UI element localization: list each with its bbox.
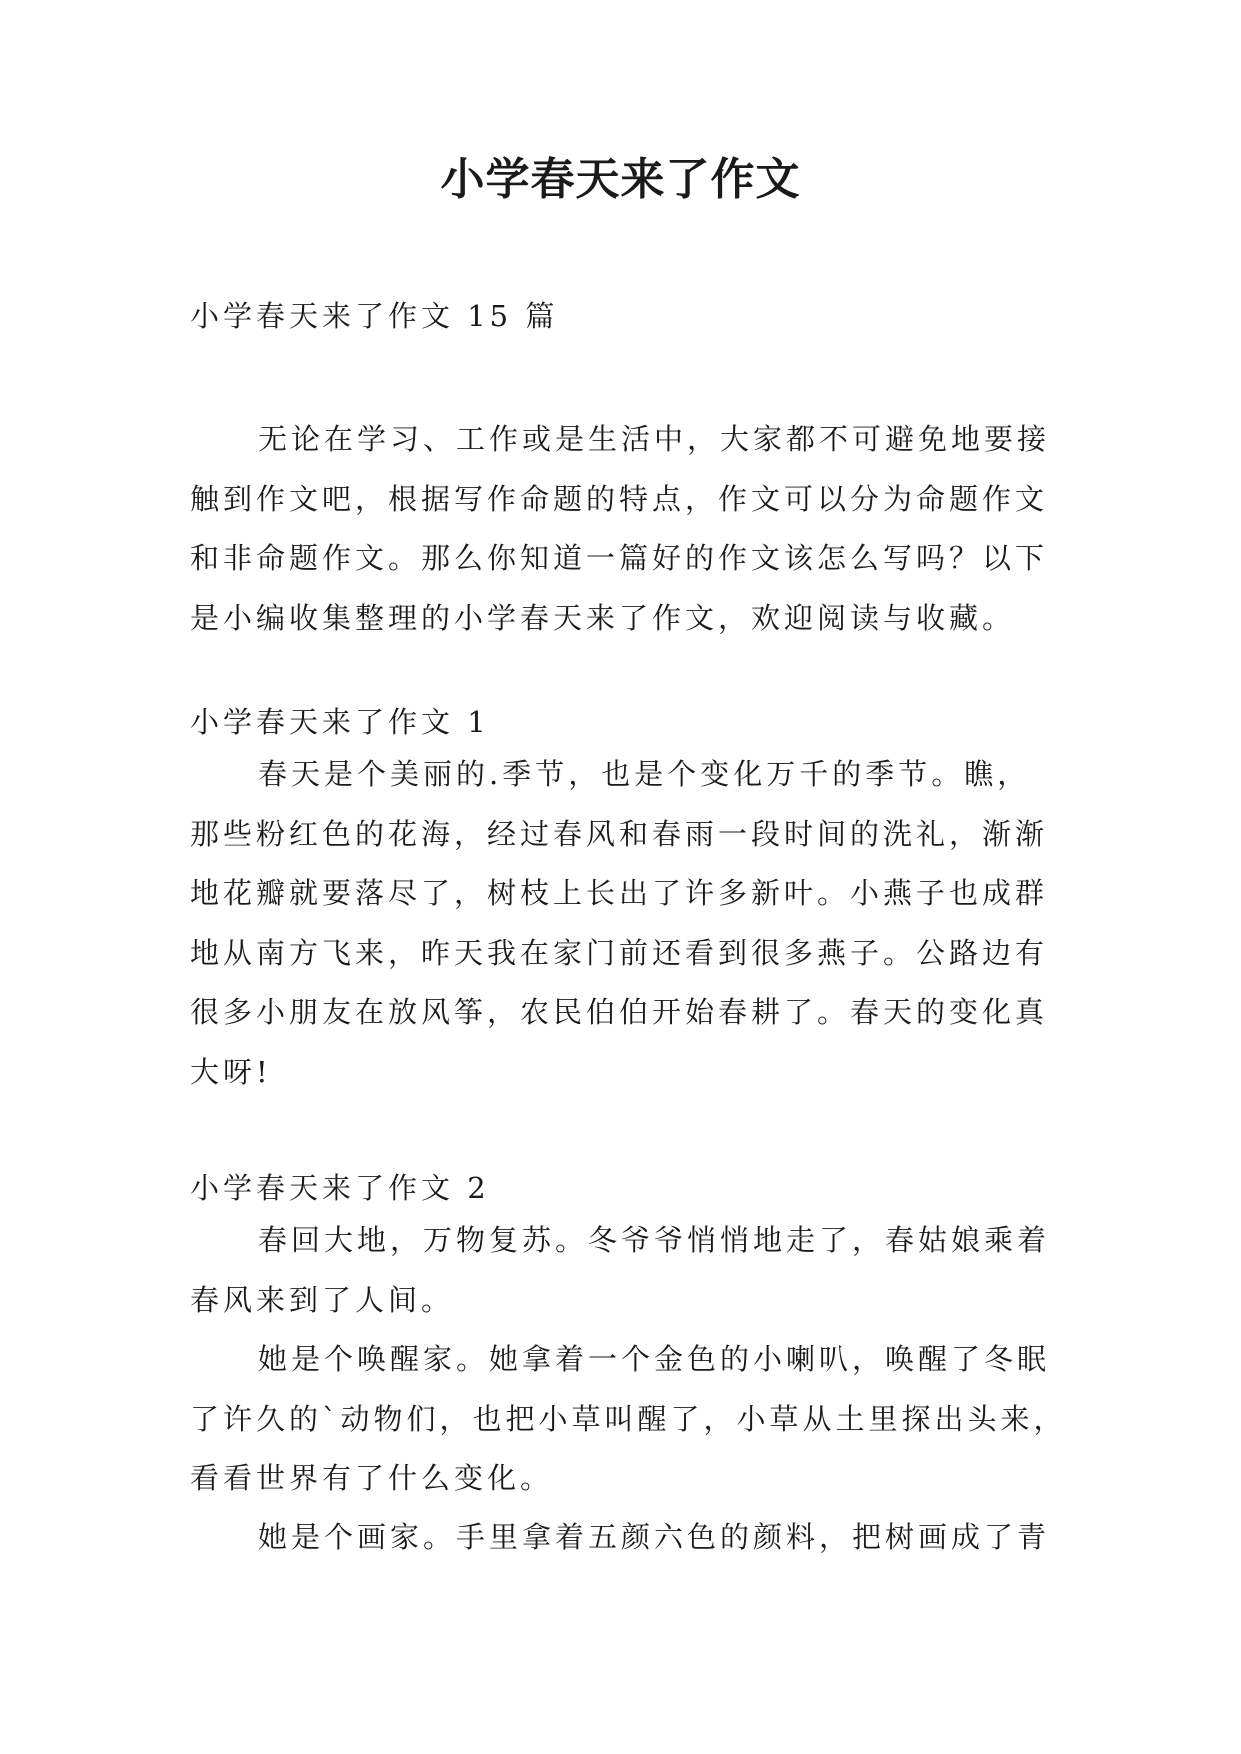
intro-line: 无论在学习、工作或是生活中，大家都不可避免地要接	[258, 422, 1051, 456]
section-2-paragraph-2	[190, 1330, 1070, 1509]
paragraph-line: 春回大地，万物复苏。冬爷爷悄悄地走了，春姑娘乘着	[258, 1223, 1051, 1257]
paragraph-line: 大呀!	[190, 1054, 272, 1089]
section-2-heading: 小学春天来了作文 2	[190, 1171, 490, 1205]
intro-line: 触到作文吧，根据写作命题的特点，作文可以分为命题作文	[190, 481, 1049, 516]
section-1-heading: 小学春天来了作文 1	[190, 705, 490, 739]
paragraph-line: 春风来到了人间。	[190, 1282, 455, 1317]
paragraph-line: 看看世界有了什么变化。	[190, 1461, 554, 1495]
paragraph-line: 地从南方飞来，昨天我在家门前还看到很多燕子。公路边有	[190, 935, 1049, 970]
paragraph-line: 那些粉红色的花海，经过春风和春雨一段时间的洗礼，渐渐	[190, 816, 1049, 851]
paragraph-line: 很多小朋友在放风筝，农民伯伯开始春耕了。春天的变化真	[190, 995, 1049, 1029]
section-1-paragraph-1	[190, 745, 1070, 1102]
paragraph-line: 她是个画家。手里拿着五颜六色的颜料，把树画成了青	[258, 1520, 1051, 1554]
paragraph-line: 地花瓣就要落尽了，树枝上长出了许多新叶。小燕子也成群	[190, 876, 1049, 910]
document-subtitle: 小学春天来了作文 15 篇	[190, 299, 559, 333]
intro-line: 是小编收集整理的小学春天来了作文，欢迎阅读与收藏。	[190, 600, 1016, 635]
section-2-paragraph-3	[190, 1508, 1070, 1568]
paragraph-line: 她是个唤醒家。她拿着一个金色的小喇叭，唤醒了冬眠	[258, 1342, 1051, 1376]
intro-paragraph	[190, 410, 1070, 648]
paragraph-line: 春天是个美丽的.季节，也是个变化万千的季节。瞧，	[258, 757, 1031, 791]
section-2-paragraph-1	[190, 1211, 1070, 1330]
document-title: 小学春天来了作文	[440, 154, 801, 205]
paragraph-line: 了许久的`动物们，也把小草叫醒了，小草从土里探出头来，	[190, 1401, 1067, 1436]
intro-line: 和非命题作文。那么你知道一篇好的作文该怎么写吗？以下	[190, 541, 1049, 575]
